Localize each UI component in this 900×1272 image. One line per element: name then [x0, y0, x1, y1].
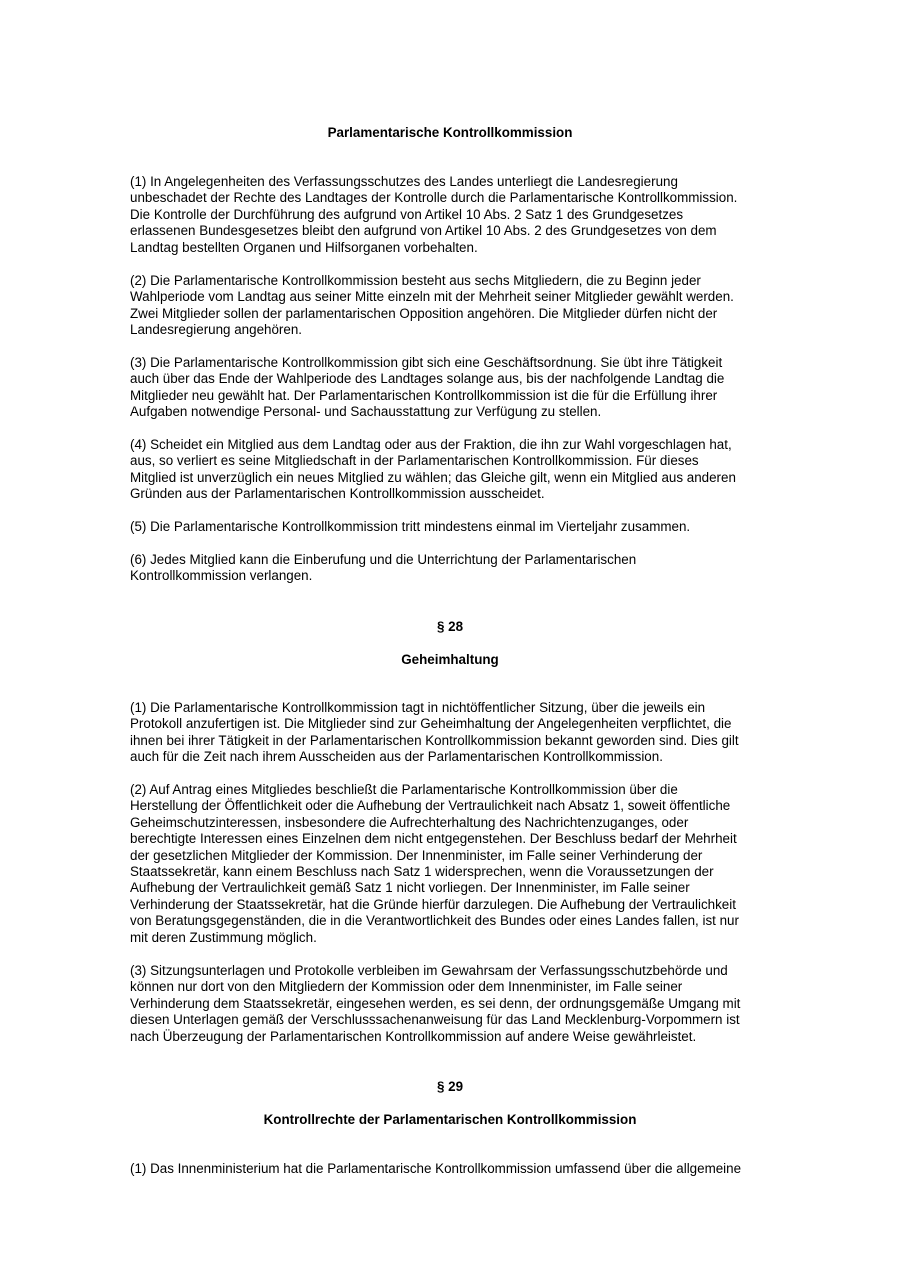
text-line: (4) Scheidet ein Mitglied aus dem Landtag oder aus der Fraktion, die ihn zur Wahl vorgeschlagen hat,: [130, 437, 732, 452]
text-line: Protokoll anzufertigen ist. Die Mitglieder sind zur Geheimhaltung der Angelegenheiten verpflichtet, die: [130, 716, 732, 732]
paragraph: [130, 552, 790, 585]
text-line: Mitglieder neu gewählt hat. Der Parlamentarischen Kontrollkommission ist die für die Erfüllung ihrer: [130, 387, 718, 403]
paragraph: [130, 782, 790, 946]
text-line: mit deren Zustimmung möglich.: [130, 929, 317, 945]
section-title: Geheimhaltung: [401, 652, 499, 667]
paragraph: [130, 700, 790, 766]
text-line: (2) Auf Antrag eines Mitgliedes beschließt die Parlamentarische Kontrollkommission über die: [130, 782, 678, 797]
text-line: Landesregierung angehören.: [130, 322, 302, 338]
text-line: Geheimschutzinteressen, insbesondere die Aufrechterhaltung des Nachrichtenzuganges, oder: [130, 814, 689, 830]
text-line: auch für die Zeit nach ihrem Ausscheiden aus der Parlamentarischen Kontrollkommission.: [130, 749, 663, 765]
section-number: § 28: [436, 619, 464, 634]
text-line: Kontrollkommission verlangen.: [130, 568, 313, 584]
text-line: aus, so verliert es seine Mitgliedschaft in der Parlamentarischen Kontrollkommission. Für dieses: [130, 453, 699, 469]
text-line: können nur dort von den Mitgliedern der Kommission oder dem Innenminister, im Falle seiner: [130, 979, 683, 995]
text-line: Verhinderung der Staatssekretär, hat die Gründe hierfür darzulegen. Die Aufhebung der Vertraulichkeit: [130, 896, 736, 912]
text-line: (1) In Angelegenheiten des Verfassungsschutzes des Landes unterliegt die Landesregierung: [130, 174, 678, 189]
text-line: (6) Jedes Mitglied kann die Einberufung und die Unterrichtung der Parlamentarischen: [130, 552, 637, 567]
text-line: Die Kontrolle der Durchführung des aufgrund von Artikel 10 Abs. 2 Satz 1 des Grundgesetzes: [130, 206, 684, 222]
section-title: Parlamentarische Kontrollkommission: [327, 125, 573, 140]
text-line: berechtigte Interessen eines Einzelnen dem nicht entgegenstehen. Der Beschluss bedarf der Mehrheit: [130, 831, 737, 847]
text-line: ihnen bei ihrer Tätigkeit in der Parlamentarischen Kontrollkommission bekannt geworden sind. Dies gilt: [130, 732, 739, 748]
text-line: (3) Die Parlamentarische Kontrollkommission gibt sich eine Geschäftsordnung. Sie übt ihre Tätigkeit: [130, 355, 723, 370]
text-line: der gesetzlichen Mitglieder der Kommission. Der Innenminister, im Falle seiner Verhinderung der: [130, 847, 703, 863]
paragraph: [130, 355, 790, 421]
text-line: Mitglied ist unverzüglich ein neues Mitglied zu wählen; das Gleiche gilt, wenn ein Mitglied aus anderen: [130, 469, 736, 485]
text-line: Aufhebung der Vertraulichkeit gemäß Satz 1 nicht vorliegen. Der Innenminister, im Falle seiner: [130, 880, 690, 896]
text-line: Landtag bestellten Organen und Hilfsorganen vorbehalten.: [130, 239, 478, 255]
text-line: (5) Die Parlamentarische Kontrollkommission tritt mindestens einmal im Vierteljahr zusammen.: [130, 519, 691, 534]
text-line: (3) Sitzungsunterlagen und Protokolle verbleiben im Gewahrsam der Verfassungsschutzbehörde und: [130, 963, 728, 978]
paragraph: [130, 1161, 790, 1177]
text-line: diesen Unterlagen gemäß der Verschlusssachenanweisung für das Land Mecklenburg-Vorpommern ist: [130, 1012, 740, 1028]
paragraph: [130, 174, 790, 256]
text-line: Zwei Mitglieder sollen der parlamentarischen Opposition angehören. Die Mitglieder dürfen nicht der: [130, 305, 718, 321]
text-line: Wahlperiode vom Landtag aus seiner Mitte einzeln mit der Mehrheit seiner Mitglieder gewählt werden.: [130, 289, 734, 305]
text-line: (1) Das Innenministerium hat die Parlamentarische Kontrollkommission umfassend über die allgemeine: [130, 1161, 742, 1176]
text-line: erlassenen Bundesgesetzes bleibt den aufgrund von Artikel 10 Abs. 2 des Grundgesetzes von dem: [130, 223, 717, 239]
text-line: unbeschadet der Rechte des Landtages der Kontrolle durch die Parlamentarische Kontrollkommission.: [130, 190, 738, 206]
text-line: Staatssekretär, kann einem Beschluss nach Satz 1 widersprechen, wenn die Voraussetzungen der: [130, 864, 714, 880]
paragraph: [130, 437, 790, 503]
paragraph: [130, 273, 790, 339]
text-line: Herstellung der Öffentlichkeit oder die Aufhebung der Vertraulichkeit nach Absatz 1, soweit öffentliche: [130, 798, 731, 814]
paragraph: [130, 963, 790, 1045]
text-line: (1) Die Parlamentarische Kontrollkommission tagt in nichtöffentlicher Sitzung, über die jeweils ein: [130, 700, 706, 715]
text-line: (2) Die Parlamentarische Kontrollkommission besteht aus sechs Mitgliedern, die zu Beginn jeder: [130, 273, 701, 288]
text-line: nach Überzeugung der Parlamentarischen Kontrollkommission auf andere Weise gewährleistet.: [130, 1028, 697, 1044]
text-line: Aufgaben notwendige Personal- und Sachausstattung zur Verfügung zu stellen.: [130, 404, 602, 420]
section-title: Kontrollrechte der Parlamentarischen Kontrollkommission: [263, 1112, 637, 1127]
text-line: Verhinderung dem Staatssekretär, eingesehen werden, es sei denn, der ordnungsgemäße Umgang mit: [130, 995, 741, 1011]
text-line: auch über das Ende der Wahlperiode des Landtages solange aus, bis der nachfolgende Landtag die: [130, 371, 725, 387]
text-line: Gründen aus der Parlamentarischen Kontrollkommission ausscheidet.: [130, 486, 545, 502]
paragraph: [130, 519, 790, 535]
text-line: von Beratungsgegenständen, die in die Verantwortlichkeit des Bundes oder eines Landes fallen, ist nur: [130, 913, 739, 929]
section-number: § 29: [436, 1079, 464, 1094]
